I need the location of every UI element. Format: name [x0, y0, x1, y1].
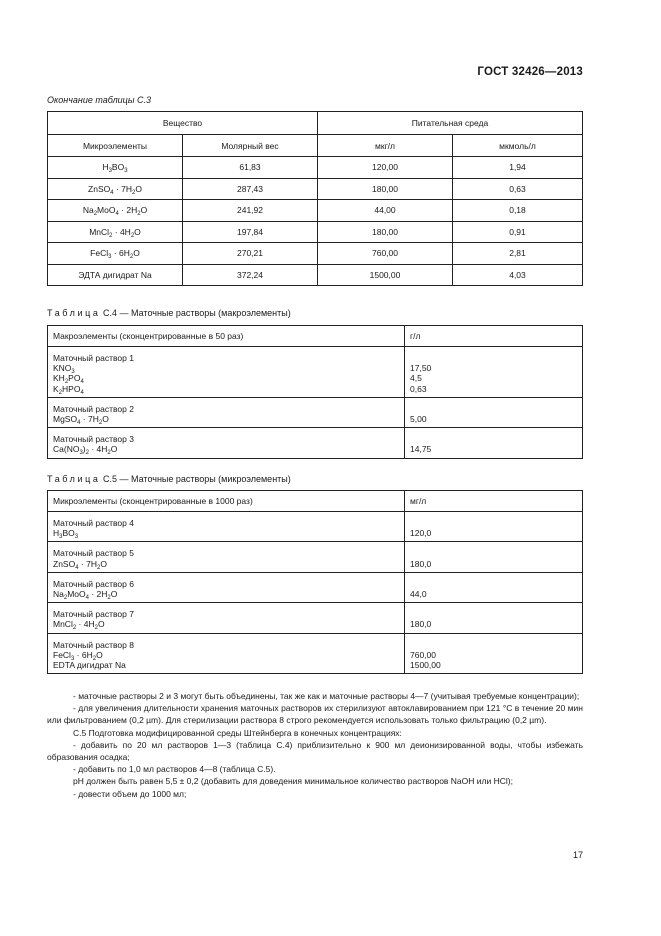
- cell-molar-weight: 61,83: [183, 157, 318, 179]
- formula-part: H: [102, 162, 109, 173]
- table-row: [48, 512, 583, 542]
- formula-subscript: 2: [58, 389, 63, 396]
- formula-part: · 4H: [88, 444, 108, 455]
- solution-title: Маточный раствор 8: [53, 639, 134, 650]
- cell-solution: [48, 347, 405, 398]
- table-row: [48, 633, 583, 674]
- formula-line: [53, 559, 399, 569]
- formula-subscript: 3: [108, 254, 112, 261]
- formula-line: [53, 363, 399, 376]
- formula-line: [53, 619, 399, 632]
- formula-line: [53, 589, 399, 602]
- formula-subscript: 4: [110, 189, 114, 196]
- cell-molar-weight: 197,84: [183, 221, 318, 243]
- cell-mcg-l: 1500,00: [318, 264, 453, 286]
- solution-title: Маточный раствор 2: [53, 403, 134, 414]
- formula-part: Na: [82, 205, 94, 216]
- formula-line: [53, 444, 399, 457]
- formula-part: · 7H: [80, 414, 99, 425]
- table-row: [48, 200, 583, 222]
- formula-part: FeCl: [90, 248, 109, 259]
- cell-solution: [48, 542, 405, 572]
- formula-subscript: 2: [85, 450, 89, 457]
- cell-mcg-l: 120,00: [318, 157, 453, 179]
- concentration-value: 14,75: [410, 444, 432, 455]
- col-unit-mg-l: мг/л: [405, 491, 583, 512]
- cell-concentration: [405, 633, 583, 674]
- formula-subscript: 2: [107, 450, 111, 457]
- paragraph: - для увеличения длительности хранения маточных растворов их стерилизуют автоклавированием при 121 °С в течение 20 мин или фильтрованием (0,2 µm). Для стерилизации раствора 8 строго рекомендуется использовать только фильтрацию (0,2 µm).: [47, 703, 583, 726]
- formula-part: O: [96, 649, 103, 660]
- cell-substance: [48, 264, 183, 286]
- formula-subscript: 2: [64, 379, 69, 386]
- body-text: [47, 690, 583, 800]
- formula-part: KNO: [53, 363, 72, 374]
- paragraph: рН должен быть равен 5,5 ± 0,2 (добавить для доведения минимальное количество растворов NaOH или HCl);: [73, 776, 513, 787]
- table-row: [48, 157, 583, 179]
- table-row: [48, 603, 583, 633]
- table-c3-caption: Окончание таблицы С.3: [47, 95, 151, 105]
- cell-concentration: [405, 397, 583, 427]
- formula-part: FeCl: [53, 649, 71, 660]
- formula-part: Na: [53, 589, 64, 600]
- formula-part: MgSO: [53, 414, 78, 425]
- table-c4: [47, 325, 583, 459]
- cell-molar-weight: 270,21: [183, 243, 318, 265]
- formula-subscript: 2: [107, 595, 111, 602]
- col-microelements: Микроэлементы: [48, 135, 183, 157]
- table-c5-caption: [47, 474, 291, 484]
- cell-molar-weight: 287,43: [183, 178, 318, 200]
- concentration-value: 120,0: [410, 528, 432, 539]
- cell-concentration: [405, 428, 583, 458]
- formula-part: H: [53, 528, 60, 539]
- concentration-value: 17,50: [410, 363, 432, 374]
- concentration-value: 5,00: [410, 414, 427, 425]
- formula-subscript: 3: [59, 534, 63, 541]
- formula-part: O: [97, 619, 105, 630]
- table-c5: [47, 490, 583, 674]
- formula-part: O: [134, 226, 141, 237]
- formula-line: [53, 384, 399, 394]
- formula-part: HPO: [62, 383, 81, 394]
- cell-solution: [48, 572, 405, 602]
- formula-subscript: 2: [132, 189, 136, 196]
- formula-subscript: 2: [130, 232, 135, 239]
- cell-mcmol-l: 2,81: [453, 243, 583, 265]
- cell-substance: [48, 178, 183, 200]
- cell-concentration: [405, 603, 583, 633]
- formula-part: O: [102, 414, 109, 425]
- formula-part: BO: [62, 528, 75, 539]
- formula-part: O: [110, 444, 118, 455]
- formula-line: [53, 373, 399, 386]
- paragraph: - добавить по 20 мл растворов 1—3 (таблица С.4) приблизительно к 900 мл деионизированной воды, чтобы избежать образования осадка;: [47, 739, 583, 763]
- col-molar-weight: Молярный вес: [183, 135, 318, 157]
- formula-subscript: 3: [74, 534, 79, 541]
- col-microelements-1000: Микроэлементы (сконцентрированные в 1000 раз): [48, 491, 405, 512]
- cell-substance: [48, 221, 183, 243]
- cell-mcmol-l: 1,94: [453, 157, 583, 179]
- concentration-value: 180,0: [410, 558, 432, 569]
- formula-line: [53, 650, 399, 660]
- cell-mcg-l: 180,00: [318, 221, 453, 243]
- table-row: [48, 243, 583, 265]
- formula-subscript: 2: [96, 564, 101, 571]
- table-row: [48, 178, 583, 200]
- formula-subscript: 2: [92, 655, 97, 662]
- formula-part: KH: [53, 373, 65, 384]
- formula-part: O: [100, 558, 107, 569]
- formula-subscript: 3: [79, 450, 83, 457]
- formula-subscript: 4: [80, 379, 84, 386]
- formula-subscript: 4: [75, 564, 79, 571]
- cell-substance: [48, 200, 183, 222]
- table-row: [48, 397, 583, 427]
- col-mcmol-l: мкмоль/л: [453, 135, 583, 157]
- cell-molar-weight: 372,24: [183, 264, 318, 286]
- formula-subscript: 2: [72, 625, 77, 632]
- col-unit-g-l: г/л: [405, 326, 583, 347]
- cell-concentration: [405, 347, 583, 398]
- table-row: [48, 347, 583, 398]
- formula-part: BO: [111, 162, 125, 173]
- formula-part: ): [82, 444, 86, 455]
- paragraph: - довести объем до 1000 мл;: [73, 788, 187, 799]
- cell-mcmol-l: 0,63: [453, 178, 583, 200]
- table-row: [48, 572, 583, 602]
- formula-part: O: [110, 589, 118, 600]
- table-row: [48, 428, 583, 458]
- formula-line: [53, 528, 399, 541]
- cell-mcg-l: 44,00: [318, 200, 453, 222]
- solution-title: Маточный раствор 7: [53, 609, 134, 620]
- formula-subscript: 2: [94, 625, 98, 632]
- formula-subscript: 4: [115, 211, 119, 218]
- table-c4-caption-text: С.4 — Маточные растворы (макроэлементы): [103, 308, 291, 318]
- concentration-value: 4,5: [410, 373, 422, 384]
- formula-part: ЭДТА дигидрат Na: [78, 269, 152, 280]
- formula-part: ZnSO: [88, 183, 111, 194]
- formula-part: Ca(NO: [53, 444, 80, 455]
- formula-part: O: [133, 248, 140, 259]
- cell-concentration: [405, 512, 583, 542]
- paragraph: С.5 Подготовка модифицированной среды Штейнберга в конечных концентрациях:: [73, 727, 402, 738]
- cell-substance: [48, 157, 183, 179]
- formula-subscript: 2: [137, 211, 141, 218]
- cell-mcmol-l: 0,91: [453, 221, 583, 243]
- concentration-value: 180,0: [410, 619, 432, 630]
- table-c4-caption: [47, 308, 291, 318]
- cell-mcg-l: 180,00: [318, 178, 453, 200]
- formula-part: · 2H: [118, 205, 138, 216]
- formula-subscript: 2: [98, 420, 103, 427]
- cell-mcmol-l: 0,18: [453, 200, 583, 222]
- table-c5-caption-text: С.5 — Маточные растворы (микроэлементы): [103, 474, 291, 484]
- table-row: [48, 221, 583, 243]
- concentration-value: 44,0: [410, 589, 427, 600]
- table-c5-caption-word: Таблица: [47, 474, 101, 484]
- formula-part: · 7H: [113, 183, 132, 194]
- formula-part: O: [140, 205, 148, 216]
- formula-subscript: 2: [63, 595, 68, 602]
- cell-solution: [48, 633, 405, 674]
- cell-solution: [48, 428, 405, 458]
- standard-number: ГОСТ 32426—2013: [477, 66, 583, 78]
- formula-line: [53, 414, 399, 427]
- solution-title: Маточный раствор 1: [53, 353, 134, 363]
- page-number: 17: [572, 850, 583, 860]
- col-macroelements: Макроэлементы (сконцентрированные в 50 раз): [48, 326, 405, 347]
- table-c4-caption-word: Таблица: [47, 308, 101, 318]
- formula-part: · 6H: [111, 248, 130, 259]
- col-mcg-l: мкг/л: [318, 135, 453, 157]
- cell-molar-weight: 241,92: [183, 200, 318, 222]
- formula-subscript: 2: [93, 211, 98, 218]
- header-substance: Вещество: [48, 112, 318, 135]
- table-row: [48, 264, 583, 286]
- formula-part: MoO: [67, 589, 86, 600]
- cell-solution: [48, 397, 405, 427]
- formula-part: O: [135, 183, 142, 194]
- concentration-value: 0,63: [410, 383, 427, 394]
- cell-mcmol-l: 4,03: [453, 264, 583, 286]
- table-row: [48, 542, 583, 572]
- cell-solution: [48, 603, 405, 633]
- cell-concentration: [405, 572, 583, 602]
- cell-solution: [48, 512, 405, 542]
- formula-part: · 2H: [88, 589, 108, 600]
- table-c3: [47, 111, 583, 286]
- header-medium: Питательная среда: [318, 112, 583, 135]
- formula-subscript: 2: [129, 254, 134, 261]
- cell-mcg-l: 760,00: [318, 243, 453, 265]
- solution-title: Маточный раствор 3: [53, 434, 134, 445]
- formula-part: MoO: [97, 205, 116, 216]
- formula-subscript: 4: [85, 595, 89, 602]
- formula-part: ZnSO: [53, 558, 76, 569]
- concentration-value: 760,00: [410, 649, 436, 660]
- formula-part: MnCl: [53, 619, 73, 630]
- formula-part: · 6H: [74, 649, 93, 660]
- formula-subscript: 4: [80, 389, 84, 396]
- formula-line: [53, 660, 399, 670]
- cell-substance: [48, 243, 183, 265]
- formula-part: · 4H: [112, 226, 131, 237]
- formula-subscript: 2: [109, 232, 113, 239]
- formula-subscript: 4: [77, 420, 81, 427]
- formula-subscript: 3: [108, 168, 112, 175]
- formula-part: MnCl: [89, 226, 110, 237]
- formula-subscript: 3: [124, 168, 128, 175]
- formula-subscript: 3: [71, 369, 75, 376]
- solution-title: Маточный раствор 4: [53, 518, 134, 528]
- solution-title: Маточный раствор 5: [53, 548, 134, 559]
- formula-subscript: 3: [70, 655, 75, 662]
- paragraph: - маточные растворы 2 и 3 могут быть объединены, так же как и маточные растворы 4—7 (учитывая требуемые концентрации);: [73, 691, 580, 701]
- cell-concentration: [405, 542, 583, 572]
- paragraph: - добавить по 1,0 мл растворов 4—8 (таблица С.5).: [73, 764, 276, 775]
- formula-part: EDTA дигидрат Na: [53, 660, 126, 671]
- formula-part: · 7H: [78, 558, 97, 569]
- concentration-value: 1500,00: [410, 660, 441, 671]
- formula-part: K: [53, 383, 59, 394]
- formula-part: · 4H: [76, 619, 95, 630]
- solution-title: Маточный раствор 6: [53, 578, 134, 589]
- formula-part: PO: [68, 373, 81, 384]
